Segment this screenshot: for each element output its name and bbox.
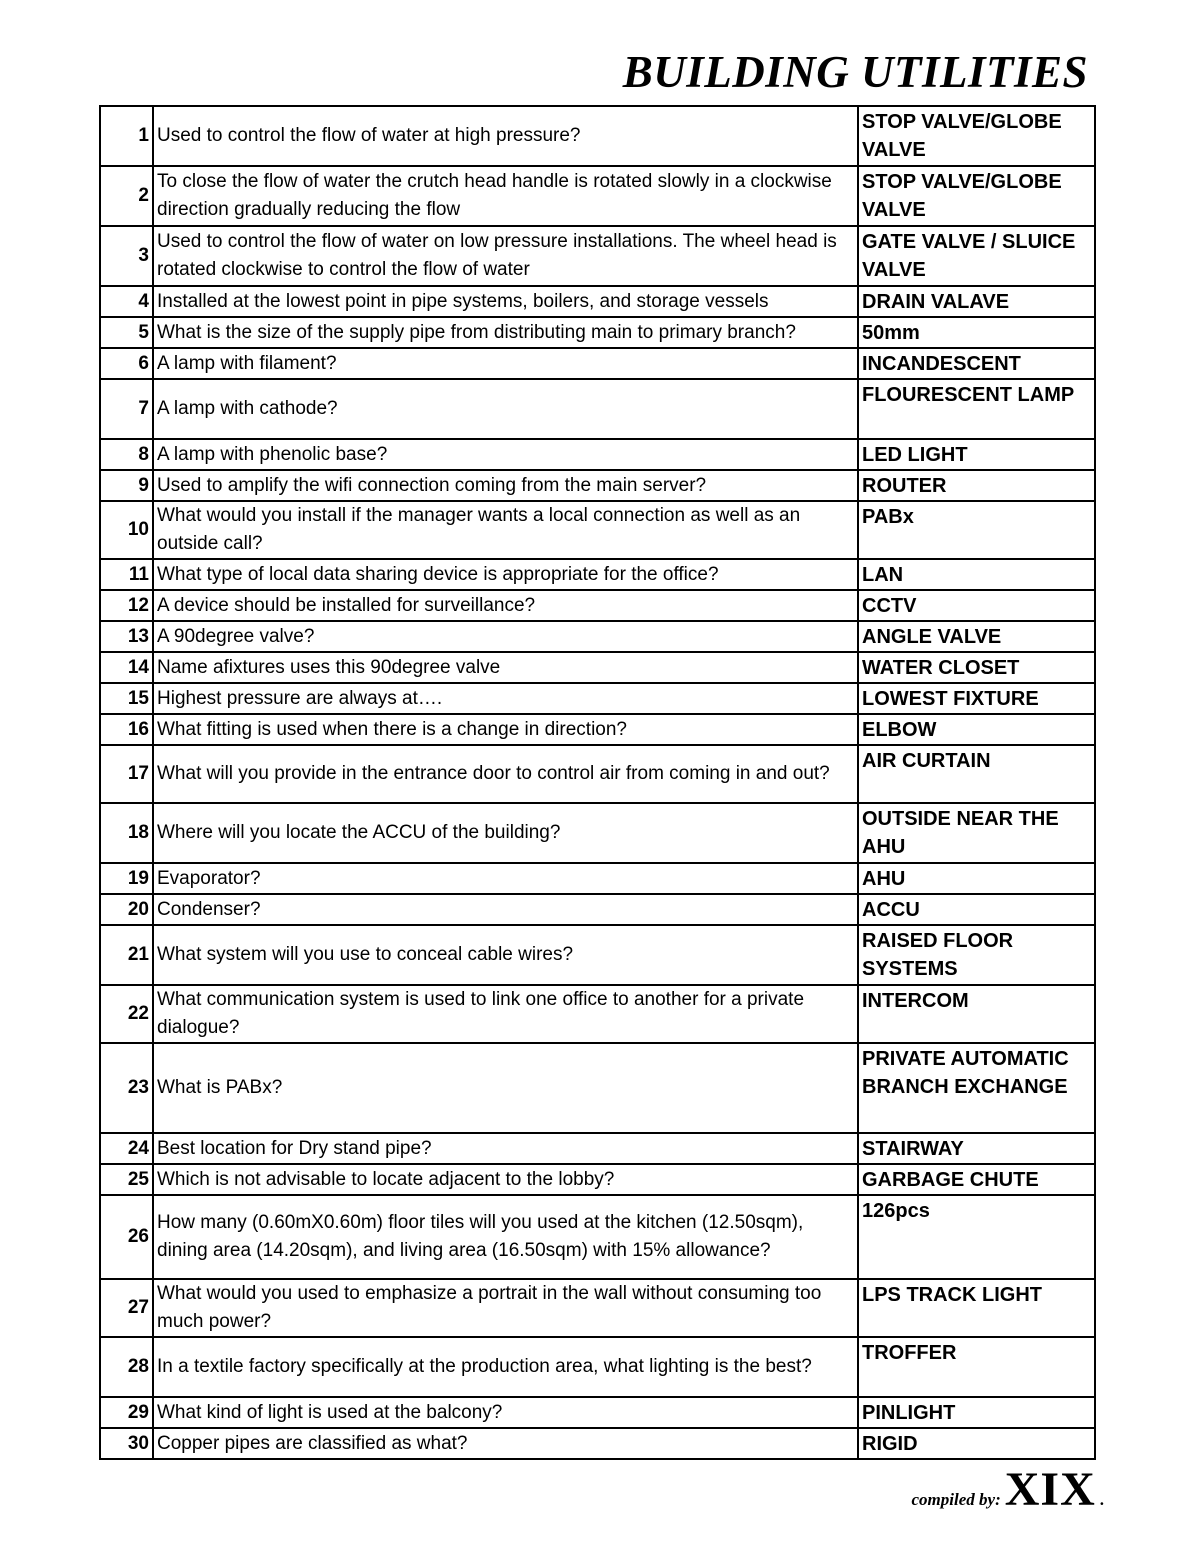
question-text: A lamp with filament?: [153, 348, 858, 379]
question-number: 21: [100, 925, 153, 985]
answer-text: CCTV: [858, 590, 1095, 621]
table-row: [100, 590, 1095, 621]
answer-text: RIGID: [858, 1428, 1095, 1459]
answer-text: PRIVATE AUTOMATIC BRANCH EXCHANGE: [858, 1043, 1095, 1133]
question-text: What is PABx?: [153, 1043, 858, 1133]
page-title: BUILDING UTILITIES: [622, 47, 1088, 97]
table-row: [100, 925, 1095, 985]
table-row: [100, 1043, 1095, 1133]
question-text: What fitting is used when there is a change in direction?: [153, 714, 858, 745]
answer-text: LED LIGHT: [858, 439, 1095, 470]
question-number: 27: [100, 1279, 153, 1337]
question-text: Used to amplify the wifi connection coming from the main server?: [153, 470, 858, 501]
question-number: 7: [100, 379, 153, 439]
table-row: [100, 559, 1095, 590]
answer-text: TROFFER: [858, 1337, 1095, 1397]
answer-text: RAISED FLOOR SYSTEMS: [858, 925, 1095, 985]
answer-text: WATER CLOSET: [858, 652, 1095, 683]
table-row: [100, 1428, 1095, 1459]
question-text: Evaporator?: [153, 863, 858, 894]
signature-suffix: .: [1099, 1490, 1104, 1509]
question-text: Highest pressure are always at….: [153, 683, 858, 714]
question-text: A device should be installed for surveillance?: [153, 590, 858, 621]
question-number: 24: [100, 1133, 153, 1164]
compiled-by-label: compiled by:: [911, 1490, 1001, 1509]
question-text: What system will you use to conceal cable wires?: [153, 925, 858, 985]
question-number: 30: [100, 1428, 153, 1459]
question-number: 15: [100, 683, 153, 714]
qa-table: [99, 105, 1096, 1460]
question-text: What would you install if the manager wants a local connection as well as an outside call?: [153, 501, 858, 559]
question-number: 18: [100, 803, 153, 863]
table-row: [100, 439, 1095, 470]
question-text: Used to control the flow of water on low pressure installations. The wheel head is rotated clockwise to control the flow of water: [153, 226, 858, 286]
question-number: 26: [100, 1195, 153, 1279]
question-number: 5: [100, 317, 153, 348]
question-number: 12: [100, 590, 153, 621]
question-number: 29: [100, 1397, 153, 1428]
table-row: [100, 1164, 1095, 1195]
question-number: 17: [100, 745, 153, 803]
table-row: [100, 894, 1095, 925]
question-number: 2: [100, 166, 153, 226]
answer-text: STAIRWAY: [858, 1133, 1095, 1164]
table-row: [100, 379, 1095, 439]
answer-text: INTERCOM: [858, 985, 1095, 1043]
question-number: 25: [100, 1164, 153, 1195]
table-row: [100, 1337, 1095, 1397]
table-row: [100, 348, 1095, 379]
table-row: [100, 652, 1095, 683]
table-row: [100, 863, 1095, 894]
question-text: Where will you locate the ACCU of the building?: [153, 803, 858, 863]
question-number: 4: [100, 286, 153, 317]
table-row: [100, 501, 1095, 559]
question-text: Which is not advisable to locate adjacent to the lobby?: [153, 1164, 858, 1195]
answer-text: 50mm: [858, 317, 1095, 348]
answer-text: GATE VALVE / SLUICE VALVE: [858, 226, 1095, 286]
question-text: A lamp with phenolic base?: [153, 439, 858, 470]
answer-text: ACCU: [858, 894, 1095, 925]
footer: [912, 1462, 1104, 1517]
table-row: [100, 317, 1095, 348]
question-number: 28: [100, 1337, 153, 1397]
answer-text: LOWEST FIXTURE: [858, 683, 1095, 714]
question-number: 16: [100, 714, 153, 745]
compiler-signature: XIX: [1004, 1463, 1096, 1516]
question-text: Copper pipes are classified as what?: [153, 1428, 858, 1459]
question-text: Name afixtures uses this 90degree valve: [153, 652, 858, 683]
answer-text: ELBOW: [858, 714, 1095, 745]
question-text: How many (0.60mX0.60m) floor tiles will you used at the kitchen (12.50sqm), dining area (14.20sqm), and living area (16.50sqm) with 15% allowance?: [153, 1195, 858, 1279]
question-number: 22: [100, 985, 153, 1043]
answer-text: STOP VALVE/GLOBE VALVE: [858, 106, 1095, 166]
answer-text: STOP VALVE/GLOBE VALVE: [858, 166, 1095, 226]
question-text: What will you provide in the entrance door to control air from coming in and out?: [153, 745, 858, 803]
table-row: [100, 166, 1095, 226]
question-number: 6: [100, 348, 153, 379]
question-text: What type of local data sharing device is appropriate for the office?: [153, 559, 858, 590]
table-row: [100, 745, 1095, 803]
question-text: Used to control the flow of water at high pressure?: [153, 106, 858, 166]
question-number: 3: [100, 226, 153, 286]
question-number: 13: [100, 621, 153, 652]
qa-table-body: [100, 106, 1095, 1459]
answer-text: LPS TRACK LIGHT: [858, 1279, 1095, 1337]
question-number: 9: [100, 470, 153, 501]
table-row: [100, 803, 1095, 863]
table-row: [100, 621, 1095, 652]
table-row: [100, 714, 1095, 745]
question-number: 20: [100, 894, 153, 925]
question-text: What would you used to emphasize a portrait in the wall without consuming too much power?: [153, 1279, 858, 1337]
answer-text: ROUTER: [858, 470, 1095, 501]
question-text: Installed at the lowest point in pipe systems, boilers, and storage vessels: [153, 286, 858, 317]
question-text: In a textile factory specifically at the production area, what lighting is the best?: [153, 1337, 858, 1397]
question-text: What communication system is used to link one office to another for a private dialogue?: [153, 985, 858, 1043]
answer-text: PINLIGHT: [858, 1397, 1095, 1428]
answer-text: AIR CURTAIN: [858, 745, 1095, 803]
question-number: 23: [100, 1043, 153, 1133]
answer-text: LAN: [858, 559, 1095, 590]
question-text: To close the flow of water the crutch head handle is rotated slowly in a clockwise direction gradually reducing the flow: [153, 166, 858, 226]
answer-text: OUTSIDE NEAR THE AHU: [858, 803, 1095, 863]
table-row: [100, 106, 1095, 166]
answer-text: FLOURESCENT LAMP: [858, 379, 1095, 439]
question-text: What is the size of the supply pipe from distributing main to primary branch?: [153, 317, 858, 348]
question-text: What kind of light is used at the balcony?: [153, 1397, 858, 1428]
answer-text: ANGLE VALVE: [858, 621, 1095, 652]
question-number: 8: [100, 439, 153, 470]
answer-text: INCANDESCENT: [858, 348, 1095, 379]
answer-text: AHU: [858, 863, 1095, 894]
question-number: 11: [100, 559, 153, 590]
question-text: Best location for Dry stand pipe?: [153, 1133, 858, 1164]
question-number: 1: [100, 106, 153, 166]
answer-text: DRAIN VALAVE: [858, 286, 1095, 317]
answer-text: PABx: [858, 501, 1095, 559]
table-row: [100, 683, 1095, 714]
question-number: 14: [100, 652, 153, 683]
table-row: [100, 1397, 1095, 1428]
question-text: Condenser?: [153, 894, 858, 925]
question-number: 19: [100, 863, 153, 894]
question-text: A lamp with cathode?: [153, 379, 858, 439]
table-row: [100, 1133, 1095, 1164]
table-row: [100, 1279, 1095, 1337]
question-text: A 90degree valve?: [153, 621, 858, 652]
table-row: [100, 226, 1095, 286]
table-row: [100, 1195, 1095, 1279]
answer-text: 126pcs: [858, 1195, 1095, 1279]
table-row: [100, 470, 1095, 501]
question-number: 10: [100, 501, 153, 559]
answer-text: GARBAGE CHUTE: [858, 1164, 1095, 1195]
table-row: [100, 286, 1095, 317]
table-row: [100, 985, 1095, 1043]
